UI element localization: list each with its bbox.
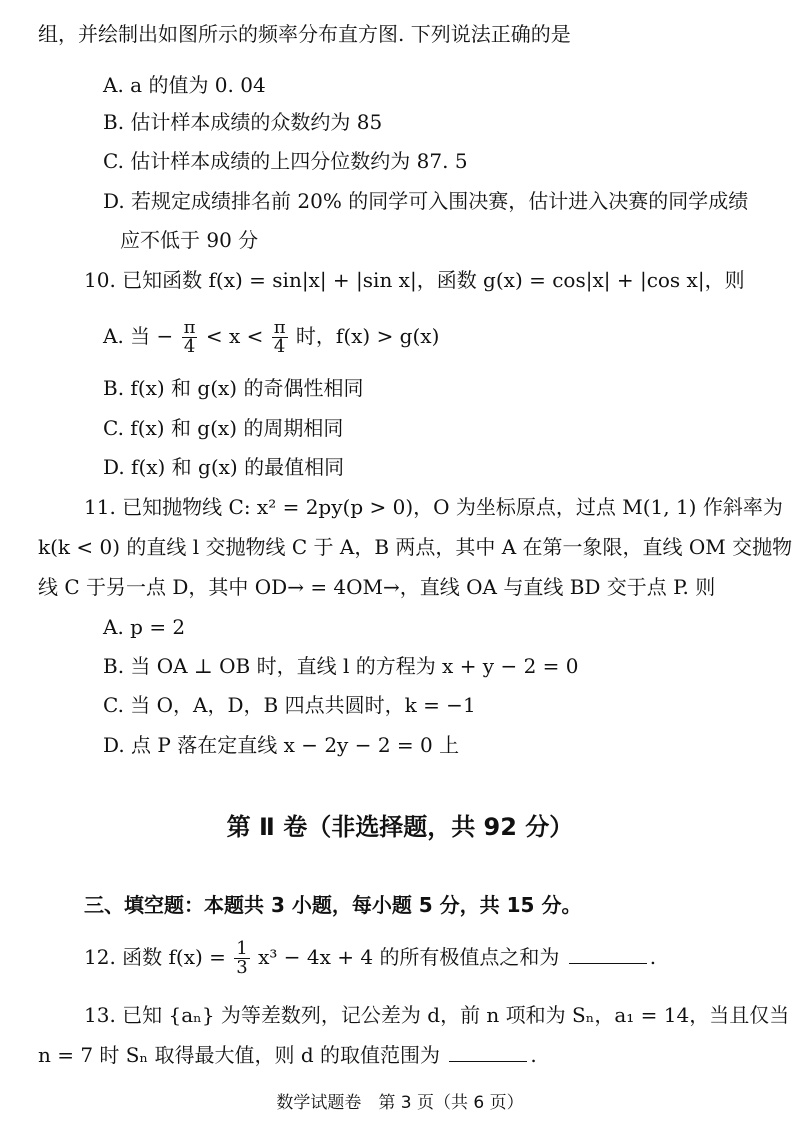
q10-fraction-pi-over-4 — [182, 319, 198, 356]
q10-option-b: B. f(x) 和 g(x) 的奇偶性相同 — [103, 376, 364, 400]
q12-answer-blank[interactable] — [569, 943, 647, 964]
q11-option-b: B. 当 OA ⊥ OB 时，直线 l 的方程为 x + y − 2 = 0 — [103, 654, 579, 678]
q10-option-a-mid: < x < — [205, 324, 264, 348]
q12-suffix: x³ − 4x + 4 的所有极值点之和为 — [258, 945, 560, 969]
q13-line2 — [38, 1041, 537, 1067]
q11-stem-line1: 11. 已知抛物线 C: x² = 2py(p > 0)，O 为坐标原点，过点 M(1, 1) 作斜率为 — [84, 495, 783, 519]
q10-option-a-prefix: A. 当 − — [103, 324, 174, 348]
q11-stem-line3: 线 C 于另一点 D，其中 OD→ = 4OM→，直线 OA 与直线 BD 交于点 P. 则 — [38, 575, 716, 599]
fraction-denominator: 4 — [183, 336, 196, 357]
q11-option-c: C. 当 O，A，D，B 四点共圆时，k = −1 — [103, 693, 476, 717]
q12-end: . — [649, 945, 657, 969]
q12-fraction-one-third — [234, 940, 249, 977]
q10-option-a — [103, 317, 439, 356]
q13-answer-blank[interactable] — [449, 1041, 527, 1062]
q9-option-c: C. 估计样本成绩的上四分位数约为 87. 5 — [103, 149, 468, 173]
fraction-denominator: 3 — [236, 957, 248, 978]
part3-heading: 三、填空题：本题共 3 小题，每小题 5 分，共 15 分。 — [84, 893, 582, 917]
fraction-numerator: π — [273, 317, 286, 338]
fraction-denominator: 4 — [273, 336, 286, 357]
page-footer: 数学试题卷 第 3 页（共 6 页） — [276, 1093, 524, 1113]
q10-option-d: D. f(x) 和 g(x) 的最值相同 — [103, 455, 345, 479]
q12-prefix: 12. 函数 f(x) = — [84, 945, 226, 969]
q10-option-c: C. f(x) 和 g(x) 的周期相同 — [103, 416, 344, 440]
q10-fraction-pi-over-4-b — [272, 319, 288, 356]
q11-option-d: D. 点 P 落在定直线 x − 2y − 2 = 0 上 — [103, 733, 460, 757]
q13-line2-text: n = 7 时 Sₙ 取得最大值，则 d 的取值范围为 — [38, 1043, 441, 1067]
q12 — [84, 937, 656, 977]
q11-stem-line2: k(k < 0) 的直线 l 交抛物线 C 于 A，B 两点，其中 A 在第一象限，直线 OM 交抛物 — [38, 535, 793, 559]
q13-end: . — [530, 1043, 537, 1067]
fraction-numerator: π — [183, 317, 196, 338]
q9-stem: 组，并绘制出如图所示的频率分布直方图. 下列说法正确的是 — [38, 22, 571, 46]
q10-option-a-suffix: 时，f(x) > g(x) — [295, 324, 440, 348]
fraction-numerator: 1 — [236, 938, 248, 959]
q9-option-b: B. 估计样本成绩的众数约为 85 — [103, 110, 383, 134]
q10-stem: 10. 已知函数 f(x) = sin|x| + |sin x|，函数 g(x) = cos|x| + |cos x|，则 — [84, 268, 745, 292]
q9-option-d-cont: 应不低于 90 分 — [120, 228, 259, 252]
q9-option-a: A. a 的值为 0. 04 — [103, 73, 266, 97]
q9-option-d: D. 若规定成绩排名前 20% 的同学可入围决赛，估计进入决赛的同学成绩 — [103, 189, 749, 213]
q11-option-a: A. p = 2 — [103, 615, 186, 639]
section-ii-title: 第 Ⅱ 卷（非选择题，共 92 分） — [226, 813, 574, 841]
q13-line1: 13. 已知 {aₙ} 为等差数列，记公差为 d，前 n 项和为 Sₙ，a₁ = 14，当且仅当 — [84, 1003, 790, 1027]
